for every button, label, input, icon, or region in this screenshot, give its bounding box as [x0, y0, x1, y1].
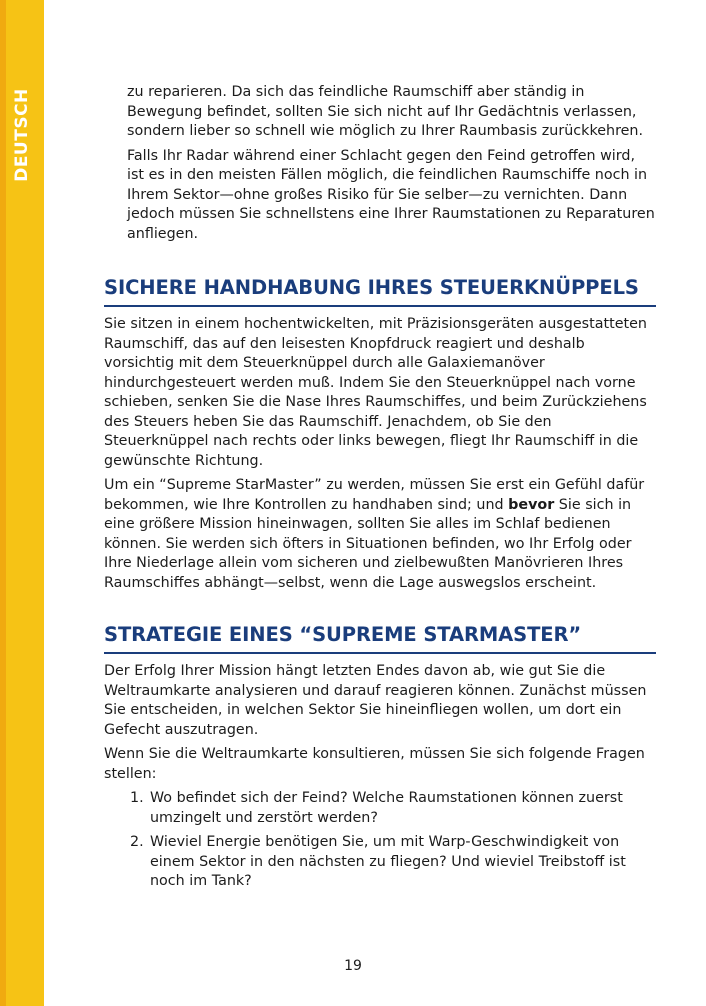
joystick-paragraph-2	[104, 476, 656, 593]
language-label: DEUTSCH	[12, 88, 32, 182]
section-heading-joystick: SICHERE HANDHABUNG IHRES STEUERKNÜPPELS	[104, 276, 656, 307]
intro-paragraph-1: zu reparieren. Da sich das feindliche Raumschiff aber ständig in Bewegung befindet, sollten Sie sich nicht auf Ihr Gedächtnis verlassen, sondern lieber so schnell wie möglich zu Ihrer Raumbasis zurückkehren.	[127, 84, 644, 139]
sidebar-edge	[0, 0, 6, 1006]
page-number: 19	[344, 958, 362, 974]
list-item	[130, 833, 656, 892]
joystick-text-before: Um ein “Supreme StarMaster” zu werden, müssen Sie erst ein Gefühl dafür bekommen, wie Ihre Kontrollen zu handhaben sind; und	[104, 477, 645, 513]
language-sidebar	[0, 0, 44, 1006]
list-item-text: Wo befindet sich der Feind? Welche Raumstationen können zuerst umzingelt und zerstört werden?	[150, 790, 623, 826]
section-heading-strategy: STRATEGIE EINES “SUPREME STARMASTER”	[104, 623, 656, 654]
strategy-paragraph-1: Der Erfolg Ihrer Mission hängt letzten Endes davon ab, wie gut Sie die Weltraumkarte analysieren und darauf reagieren können. Zunächst müssen Sie entscheiden, in welchen Sektor Sie hineinfliegen wollen, um dort ein Gefecht auszutragen.	[104, 663, 647, 738]
joystick-paragraph-1: Sie sitzen in einem hochentwickelten, mit Präzisionsgeräten ausgestatteten Raumschiff, das auf den leisesten Knopfdruck reagiert und deshalb vorsichtig mit dem Steuerknüppel durch alle Galaxiemanöver hindurchgesteuert werden muß. Indem Sie den Steuerknüppel nach vorne schieben, senken Sie die Nase Ihres Raumschiffes, und beim Zurückziehens des Steuers heben Sie das Raumschiff. Jenachdem, ob Sie den Steuerknüppel nach rechts oder links bewegen, fliegt Ihr Raumschiff in die gewünschte Richtung.	[104, 316, 647, 469]
intro-paragraph-2: Falls Ihr Radar während einer Schlacht gegen den Feind getroffen wird, ist es in den meisten Fällen möglich, die feindlichen Raumschiffe noch in Ihrem Sektor—ohne großes Risiko für Sie selber—zu vernichten. Dann jedoch müssen Sie schnellstens eine Ihrer Raumstationen zu Reparaturen anfliegen.	[127, 147, 655, 242]
list-item-text: Wieviel Energie benötigen Sie, um mit Warp-Geschwindigkeit von einem Sektor in den nächsten zu fliegen? Und wieviel Treibstoff ist noch im Tank?	[150, 834, 626, 889]
list-item-number: 2.	[130, 834, 144, 850]
list-item	[130, 789, 656, 828]
page-content	[104, 83, 656, 897]
joystick-text-after: Sie sich in eine größere Mission hineinwagen, sollten Sie alles im Schlaf bedienen können. Sie werden sich öfters in Situationen befinden, wo Ihr Erfolg oder Ihre Niederlage allein vom sicheren und zielbewußten Manövrieren Ihres Raumschiffes abhängt—selbst, wenn die Lage auswegslos erscheint.	[104, 496, 632, 591]
question-list	[130, 789, 656, 892]
list-item-number: 1.	[130, 790, 144, 806]
strategy-paragraph-2: Wenn Sie die Weltraumkarte konsultieren, müssen Sie sich folgende Fragen stellen:	[104, 746, 645, 782]
bold-word-bevor: bevor	[508, 496, 555, 513]
